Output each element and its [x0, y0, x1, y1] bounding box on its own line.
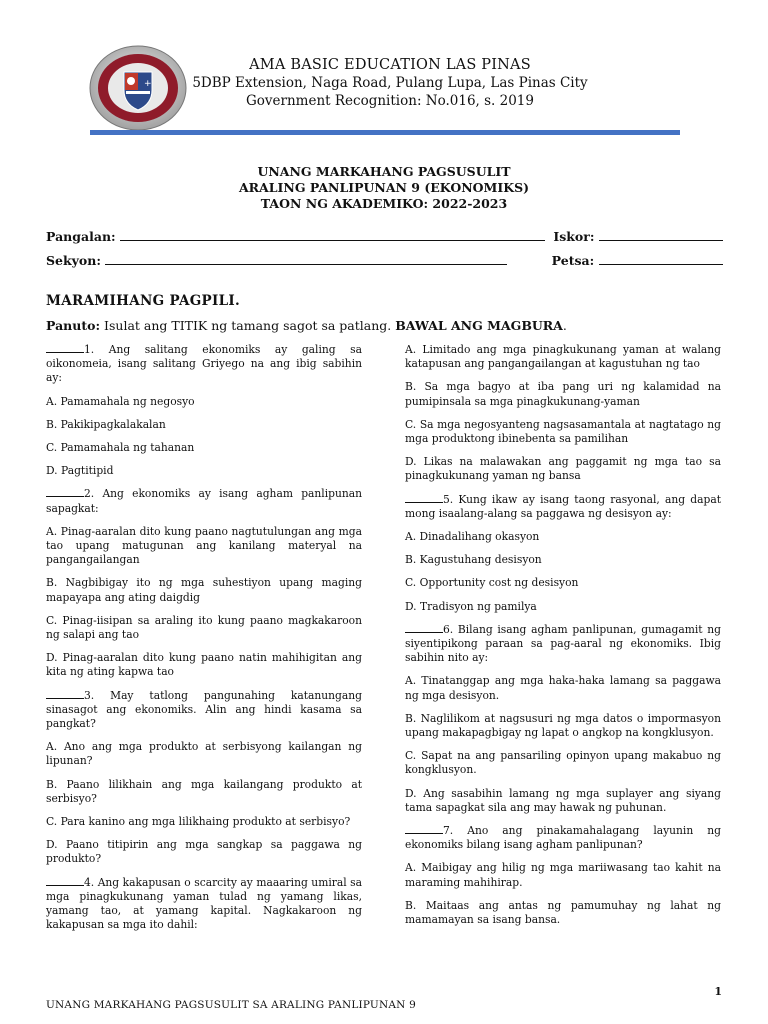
- question-stem: [46, 689, 362, 732]
- question-stem: [405, 623, 721, 666]
- question-text: 7. Ano ang pinakamahalagang layunin ng ekonomiks bilang isang agham panlipunan?: [405, 824, 721, 852]
- directions: [46, 318, 567, 333]
- answer-blank[interactable]: [46, 343, 84, 353]
- svg-text:+: +: [144, 79, 152, 89]
- directions-label: Panuto:: [46, 318, 101, 333]
- answer-option: C. Pinag-iisipan sa araling ito kung paano magkakaroon ng salapi ang tao: [46, 613, 362, 642]
- question-stem: [46, 343, 362, 386]
- answer-option: D. Paano titipirin ang mga sangkap sa paggawa ng produkto?: [46, 838, 362, 866]
- school-header: [190, 57, 590, 109]
- section-heading: MARAMIHANG PAGPILI.: [46, 293, 241, 309]
- question-text: 6. Bilang isang agham panlipunan, gumagamit ng siyentipikong paraan sa pag-aaral ng ekonomiks. Ibig sabihin nito ay:: [405, 622, 721, 665]
- government-recognition: Government Recognition: No.016, s. 2019: [246, 93, 534, 109]
- question-stem: [405, 824, 721, 852]
- section-blank[interactable]: [105, 254, 507, 265]
- answer-option: A. Tinatanggap ang mga haka-haka lamang sa paggawa ng mga desisyon.: [405, 674, 721, 702]
- answer-option: D. Likas na malawakan ang paggamit ng mga tao sa pinagkukunang yaman ng bansa: [405, 455, 721, 483]
- question-text: 4. Ang kakapusan o scarcity ay maaaring umiral sa mga pinagkukunang yaman tulad ng yamang likas, yamang tao, at yamang kapital. Nagkakaroon ng kakapusan sa mga ito dahil:: [46, 875, 362, 932]
- section-date-row: [46, 253, 723, 268]
- answer-option: C. Opportunity cost ng desisyon: [405, 576, 579, 590]
- answer-option: A. Maibigay ang hilig ng mga mariiwasang tao kahit na maraming mahihirap.: [405, 861, 721, 889]
- name-label: Pangalan:: [46, 229, 116, 244]
- name-score-row: [46, 229, 723, 244]
- answer-option: C. Pamamahala ng tahanan: [46, 441, 195, 455]
- question-text: 1. Ang salitang ekonomiks ay galing sa oikonomeia, isang salitang Griyego na ang ibig sabihin ay:: [46, 343, 362, 385]
- exam-title-line-3: TAON NG AKADEMIKO: 2022-2023: [260, 196, 508, 211]
- question-text: 3. May tatlong pangunahing katanungang sinasagot ang ekonomiks. Alin ang hindi kasama sa pangkat?: [46, 688, 362, 731]
- footer-text: UNANG MARKAHANG PAGSUSULIT SA ARALING PANLIPUNAN 9: [46, 999, 416, 1011]
- page-number: 1: [714, 985, 722, 998]
- answer-option: B. Paano lilikhain ang mga kailangang produkto at serbisyo?: [46, 777, 362, 805]
- answer-option: B. Nagbibigay ito ng mga suhestiyon upang maging mapayapa ang ating daigdig: [46, 576, 362, 604]
- answer-option: A. Ano ang mga produkto at serbisyong kailangan ng lipunan?: [46, 740, 362, 768]
- answer-option: A. Dinadalihang okasyon: [405, 530, 540, 544]
- answer-option: D. Ang sasabihin lamang ng mga suplayer ang siyang tama sapagkat sila ang may hawak ng puhunan.: [405, 786, 721, 814]
- question-text: 5. Kung ikaw ay isang taong rasyonal, ang dapat mong isaalang-alang sa paggawa ng desisyon ay:: [405, 492, 721, 520]
- answer-option: C. Sapat na ang pansariling opinyon upang makabuo ng kongklusyon.: [405, 749, 721, 777]
- school-logo: [88, 44, 188, 132]
- directions-text: Isulat ang TITIK ng tamang sagot sa patlang.: [100, 318, 396, 333]
- section-label: Sekyon:: [46, 253, 101, 268]
- answer-option: D. Pagtitipid: [46, 464, 114, 478]
- answer-blank[interactable]: [405, 824, 443, 834]
- exam-title-line-1: UNANG MARKAHANG PAGSUSULIT: [257, 164, 511, 179]
- answer-blank[interactable]: [405, 623, 443, 633]
- answer-option: B. Pakikipagkalakalan: [46, 417, 166, 431]
- question-stem: [46, 487, 362, 515]
- answer-option: C. Para kanino ang mga lilikhaing produkto at serbisyo?: [46, 815, 351, 829]
- question-stem: [405, 493, 721, 521]
- answer-option: B. Sa mga bagyo at iba pang uri ng kalamidad na pumipinsala sa mga pinagkukunang-yaman: [405, 380, 721, 408]
- exam-title-line-2: ARALING PANLIPUNAN 9 (EKONOMIKS): [238, 180, 530, 195]
- answer-option: A. Limitado ang mga pinagkukunang yaman at walang katapusan ang pangangailangan at kagustuhan ng tao: [405, 343, 721, 371]
- answer-blank[interactable]: [405, 493, 443, 503]
- header-rule: [90, 130, 680, 135]
- question-stem: [46, 876, 362, 933]
- school-name: AMA BASIC EDUCATION LAS PINAS: [249, 57, 531, 73]
- name-blank[interactable]: [120, 230, 545, 241]
- answer-option: B. Maitaas ang antas ng pamumuhay ng lahat ng mamamayan sa isang bansa.: [405, 898, 721, 927]
- answer-blank[interactable]: [46, 689, 84, 699]
- answer-option: A. Pinag-aaralan dito kung paano nagtutulungan ang mga tao upang matugunan ang kanilang materyal na pangangailangan: [46, 524, 362, 567]
- score-blank[interactable]: [599, 230, 723, 241]
- answer-option: B. Kagustuhang desisyon: [405, 553, 542, 567]
- date-blank[interactable]: [599, 254, 723, 265]
- questions-column-left: [46, 343, 362, 942]
- question-text: 2. Ang ekonomiks ay isang agham panlipunan sapagkat:: [46, 487, 362, 515]
- answer-option: A. Pamamahala ng negosyo: [46, 394, 195, 408]
- school-address: 5DBP Extension, Naga Road, Pulang Lupa, Las Pinas City: [192, 75, 588, 91]
- answer-option: B. Naglilikom at nagsusuri ng mga datos o impormasyon upang makapagbigay ng lapat o angkop na kongklusyon.: [405, 711, 721, 740]
- exam-title: [0, 164, 768, 212]
- answer-option: D. Tradisyon ng pamilya: [405, 599, 537, 613]
- answer-blank[interactable]: [46, 487, 84, 497]
- answer-option: D. Pinag-aaralan dito kung paano natin mahihigitan ang kita ng ating kapwa tao: [46, 651, 362, 679]
- date-label: Petsa:: [551, 253, 595, 268]
- questions-column-right: [405, 343, 721, 936]
- directions-end: .: [562, 318, 567, 333]
- directions-emphasis: BAWAL ANG MAGBURA: [395, 318, 563, 333]
- answer-blank[interactable]: [46, 876, 84, 886]
- answer-option: C. Sa mga negosyanteng nagsasamantala at nagtatago ng mga produktong ibinebenta sa pamilihan: [405, 417, 721, 446]
- score-label: Iskor:: [553, 229, 595, 244]
